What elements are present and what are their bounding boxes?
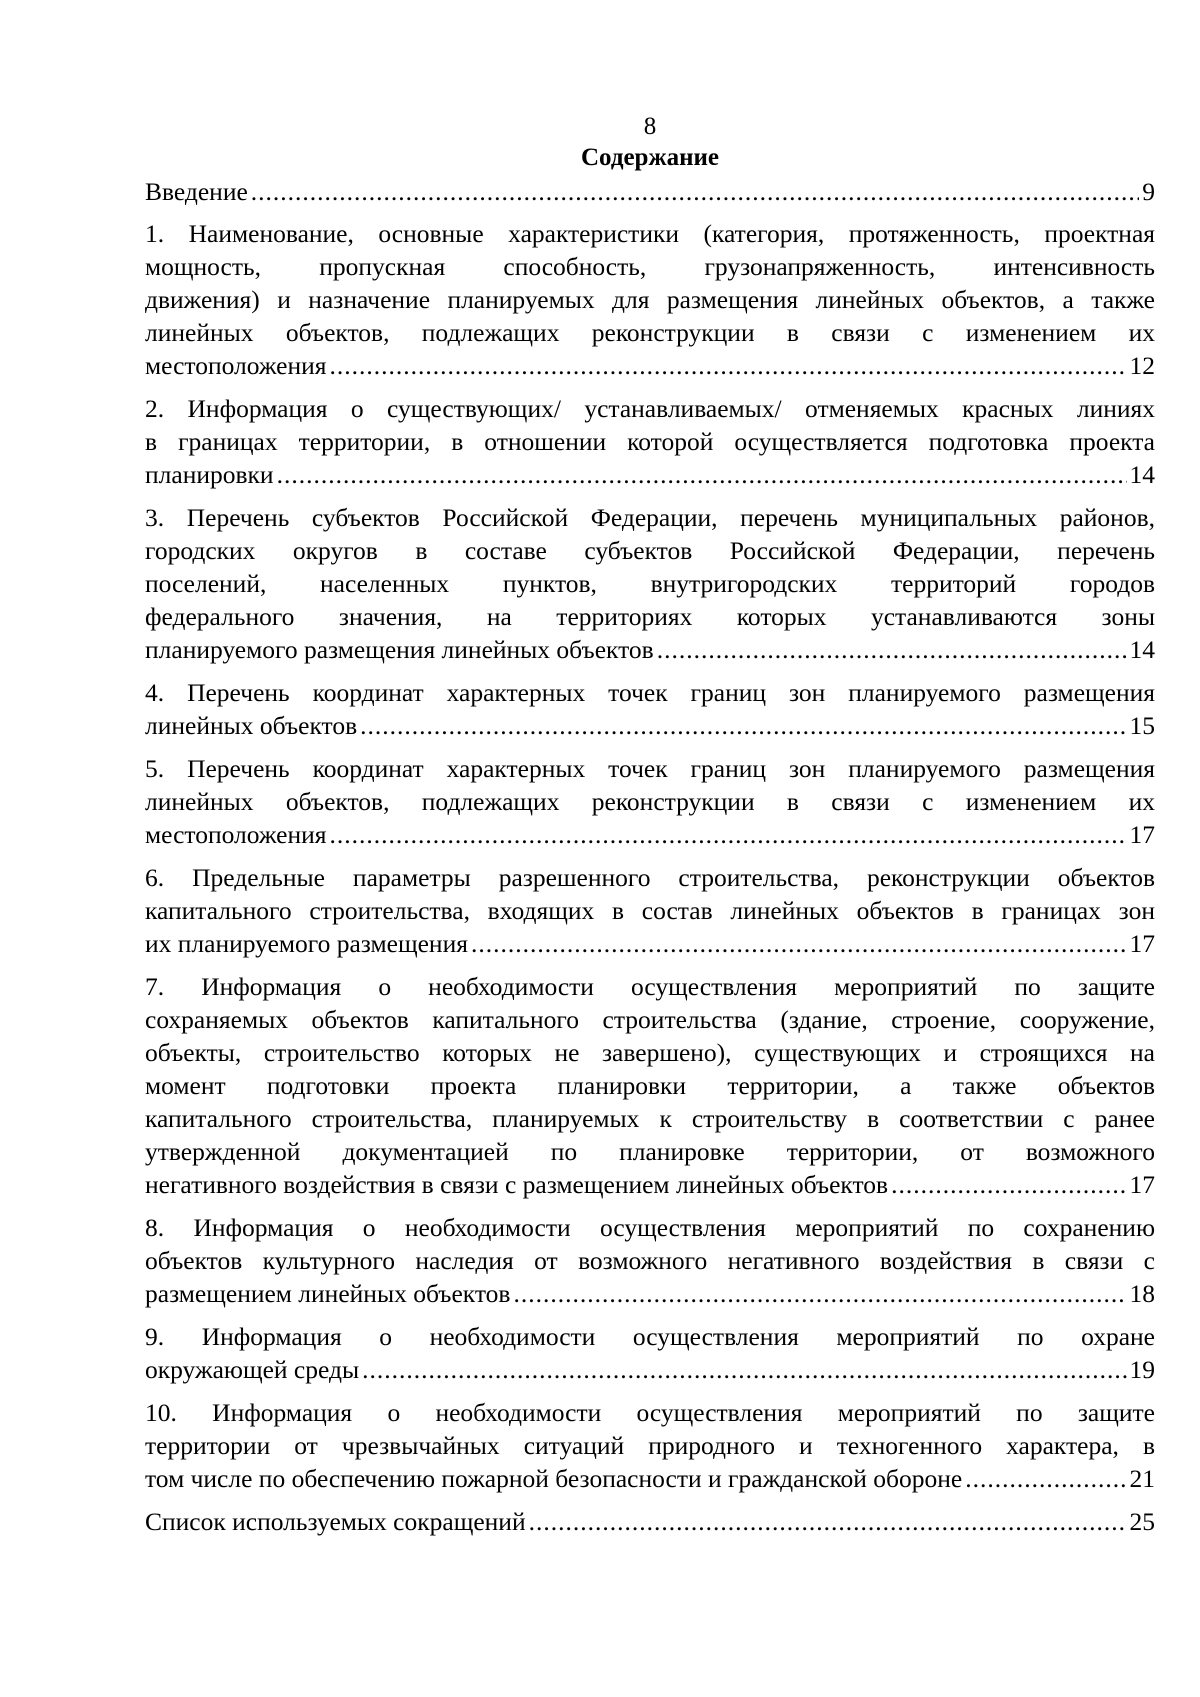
toc-page-number: 17	[1129, 820, 1155, 849]
toc-entry-title-end: планировки	[145, 460, 274, 489]
toc-page-number: 25	[1129, 1507, 1155, 1536]
toc-entry-line: 7. Информация о необходимости осуществления мероприятий по защите	[145, 972, 1155, 1001]
toc-page-number: 15	[1129, 711, 1155, 740]
toc-entry[interactable]	[145, 752, 1155, 851]
toc-entry-line: объекты, строительство которых не завершено), существующих и строящихся на	[145, 1038, 1155, 1067]
toc-entry-title-end: Список используемых сокращений	[145, 1507, 526, 1536]
toc-entry-line: капитального строительства, входящих в состав линейных объектов в границах зон	[145, 896, 1155, 925]
toc-page-number: 14	[1129, 460, 1155, 489]
toc-entry-last-line	[145, 633, 1155, 666]
toc-entry-last-line	[145, 458, 1155, 491]
dot-leader	[529, 1505, 1127, 1538]
dot-leader	[251, 175, 1139, 208]
toc-entry-title-end: негативного воздействия в связи с размещением линейных объектов	[145, 1170, 889, 1199]
toc-entry-last-line	[145, 175, 1155, 208]
toc-entry-title-end: Введение	[145, 177, 248, 206]
toc-page-number: 9	[1142, 177, 1155, 206]
toc-entry-title-end: линейных объектов	[145, 711, 358, 740]
toc-entry-line: капитального строительства, планируемых к строительству в соответствии с ранее	[145, 1104, 1155, 1133]
toc-entry-line: 3. Перечень субъектов Российской Федерации, перечень муниципальных районов,	[145, 503, 1155, 532]
toc-entry-line: сохраняемых объектов капитального строительства (здание, строение, сооружение,	[145, 1005, 1155, 1034]
toc-entry-title-end: местоположения	[145, 820, 327, 849]
toc-entry-line: 10. Информация о необходимости осуществления мероприятий по защите	[145, 1398, 1155, 1427]
toc-entry[interactable]	[145, 861, 1155, 960]
toc-entry-title-end: планируемого размещения линейных объектов	[145, 635, 654, 664]
toc-entry-line: момент подготовки проекта планировки территории, а также объектов	[145, 1071, 1155, 1100]
dot-leader	[330, 349, 1127, 382]
toc-page-number: 14	[1129, 635, 1155, 664]
toc-entry[interactable]	[145, 676, 1155, 742]
toc-entry-line: в границах территории, в отношении которой осуществляется подготовка проекта	[145, 427, 1155, 456]
toc-entry-last-line	[145, 349, 1155, 382]
toc-entry-last-line	[145, 1505, 1155, 1538]
toc-entry-last-line	[145, 1168, 1155, 1201]
toc-entry-line: мощность, пропускная способность, грузонапряженность, интенсивность	[145, 252, 1155, 281]
toc-entry-line: 2. Информация о существующих/ устанавливаемых/ отменяемых красных линиях	[145, 394, 1155, 423]
toc-entry-title-end: размещением линейных объектов	[145, 1279, 511, 1308]
toc-entry-line: 9. Информация о необходимости осуществления мероприятий по охране	[145, 1322, 1155, 1351]
toc-entry[interactable]	[145, 1211, 1155, 1310]
dot-leader	[891, 1168, 1126, 1201]
toc-page-number: 18	[1129, 1279, 1155, 1308]
toc-entry-last-line	[145, 1462, 1155, 1495]
dot-leader	[330, 818, 1127, 851]
toc-entry-line: поселений, населенных пунктов, внутригородских территорий городов	[145, 569, 1155, 598]
toc-entry-last-line	[145, 1353, 1155, 1386]
toc-entry-last-line	[145, 818, 1155, 851]
toc-entry-title-end: местоположения	[145, 351, 327, 380]
toc-page-number: 21	[1129, 1464, 1155, 1493]
toc-entry-line: 8. Информация о необходимости осуществления мероприятий по сохранению	[145, 1213, 1155, 1242]
toc-entry-line: городских округов в составе субъектов Российской Федерации, перечень	[145, 536, 1155, 565]
dot-leader	[360, 709, 1126, 742]
toc-entry-line: линейных объектов, подлежащих реконструкции в связи с изменением их	[145, 787, 1155, 816]
toc-entry[interactable]	[145, 392, 1155, 491]
dot-leader	[362, 1353, 1126, 1386]
toc-entry[interactable]	[145, 175, 1155, 208]
toc-entry-title-end: том числе по обеспечению пожарной безопасности и гражданской обороне	[145, 1464, 963, 1493]
toc-entry-line: линейных объектов, подлежащих реконструкции в связи с изменением их	[145, 318, 1155, 347]
toc-entry-line: 5. Перечень координат характерных точек границ зон планируемого размещения	[145, 754, 1155, 783]
toc-entry-title-end: их планируемого размещения	[145, 929, 468, 958]
toc-entry-last-line	[145, 1277, 1155, 1310]
toc-entry[interactable]	[145, 217, 1155, 382]
toc-entry-line: федерального значения, на территориях которых устанавливаются зоны	[145, 602, 1155, 631]
toc-entry-last-line	[145, 927, 1155, 960]
document-page	[145, 112, 1155, 1548]
toc-entry[interactable]	[145, 1396, 1155, 1495]
dot-leader	[965, 1462, 1126, 1495]
page-number: 8	[643, 113, 657, 140]
dot-leader	[277, 458, 1127, 491]
toc-entry[interactable]	[145, 1505, 1155, 1538]
toc-entry[interactable]	[145, 1320, 1155, 1386]
toc-entry-line: движения) и назначение планируемых для размещения линейных объектов, а также	[145, 285, 1155, 314]
toc-page-number: 12	[1129, 351, 1155, 380]
toc-entry-line: 4. Перечень координат характерных точек границ зон планируемого размещения	[145, 678, 1155, 707]
toc-entry-last-line	[145, 709, 1155, 742]
table-of-contents-title: Содержание	[580, 144, 719, 171]
toc-entry-line: объектов культурного наследия от возможного негативного воздействия в связи с	[145, 1246, 1155, 1275]
toc-entry[interactable]	[145, 501, 1155, 666]
toc-page-number: 17	[1129, 929, 1155, 958]
dot-leader	[513, 1277, 1126, 1310]
toc-entry-line: 6. Предельные параметры разрешенного строительства, реконструкции объектов	[145, 863, 1155, 892]
dot-leader	[471, 927, 1127, 960]
dot-leader	[657, 633, 1127, 666]
toc-page-number: 19	[1129, 1355, 1155, 1384]
toc-entry-line: утвержденной документацией по планировке территории, от возможного	[145, 1137, 1155, 1166]
toc-page-number: 17	[1129, 1170, 1155, 1199]
toc-entry-line: 1. Наименование, основные характеристики (категория, протяженность, проектная	[145, 219, 1155, 248]
table-of-contents-list	[145, 175, 1155, 1538]
toc-entry[interactable]	[145, 970, 1155, 1201]
toc-entry-line: территории от чрезвычайных ситуаций природного и техногенного характера, в	[145, 1431, 1155, 1460]
toc-entry-title-end: окружающей среды	[145, 1355, 360, 1384]
